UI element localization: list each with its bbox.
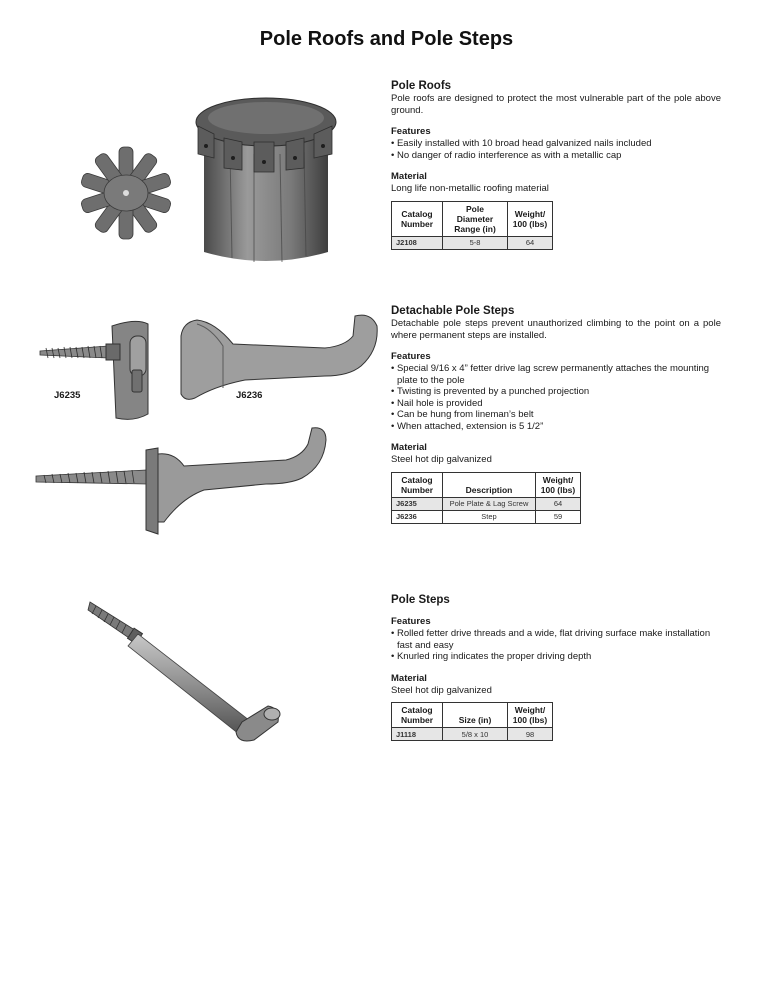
table-row [392, 236, 553, 249]
table-cell: J2108 [392, 236, 443, 249]
section-pole-roofs [391, 80, 721, 250]
feature-item: • Easily installed with 10 broad head galvanized nails included [391, 138, 721, 150]
features-heading: Features [391, 616, 431, 627]
table-header: Catalog Number [392, 472, 443, 497]
feature-item: • Can be hung from lineman’s belt [391, 409, 721, 421]
table-cell: 5-8 [443, 236, 508, 249]
features-heading: Features [391, 126, 431, 137]
feature-item: • Special 9/16 x 4” fetter drive lag screw permanently attaches the mounting plate to the pole [391, 363, 721, 386]
feature-item: • No danger of radio interference as with a metallic cap [391, 150, 721, 162]
material-heading: Material [391, 171, 427, 182]
pole-step-image [86, 598, 282, 748]
table-header: Description [443, 472, 536, 497]
section-title: Pole Steps [391, 594, 450, 606]
table-header: Catalog Number [392, 201, 443, 236]
table-cell: 5/8 x 10 [443, 728, 508, 741]
assembled-step-image [34, 426, 328, 536]
table-cell: Pole Plate & Lag Screw [443, 497, 536, 510]
table-header: Catalog Number [392, 703, 443, 728]
features-list [391, 628, 721, 663]
table-row [392, 728, 553, 741]
table-cell: 64 [536, 497, 581, 510]
material-text: Steel hot dip galvanized [391, 684, 492, 696]
table-cell: J6236 [392, 510, 443, 523]
section-title: Detachable Pole Steps [391, 305, 515, 317]
table-header: Weight/ 100 (lbs) [508, 201, 553, 236]
table-header: Size (in) [443, 703, 508, 728]
spec-table [391, 201, 553, 250]
image-label-j6236: J6236 [236, 390, 263, 401]
feature-item: • Twisting is prevented by a punched projection [391, 386, 721, 398]
feature-item: • When attached, extension is 5 1/2” [391, 421, 721, 433]
feature-item: • Nail hole is provided [391, 398, 721, 410]
features-list [391, 363, 721, 432]
section-title: Pole Roofs [391, 80, 452, 92]
pole-roof-flat-image [58, 145, 194, 245]
feature-item: • Knurled ring indicates the proper driving depth [391, 651, 721, 663]
material-heading: Material [391, 672, 427, 684]
section-pole-steps [391, 594, 721, 741]
table-header-row [392, 703, 553, 728]
features-heading: Features [391, 351, 431, 362]
section-description: Pole roofs are designed to protect the most vulnerable part of the pole above ground. [391, 93, 721, 116]
table-cell: J1118 [392, 728, 443, 741]
material-text: Long life non-metallic roofing material [391, 183, 549, 194]
image-label-j6235: J6235 [54, 390, 81, 401]
table-cell: Step [443, 510, 536, 523]
table-header-row [392, 472, 581, 497]
table-header: Weight/ 100 (lbs) [508, 703, 553, 728]
material-heading: Material [391, 442, 427, 453]
detachable-step-image [175, 310, 390, 406]
table-cell: 98 [508, 728, 553, 741]
pole-roof-installed-image [190, 92, 342, 264]
features-list [391, 138, 721, 161]
table-row [392, 510, 581, 523]
section-description: Detachable pole steps prevent unauthorized climbing to the point on a pole where permanent steps are installed. [391, 318, 721, 341]
table-header: Pole Diameter Range (in) [443, 201, 508, 236]
table-header: Weight/ 100 (lbs) [536, 472, 581, 497]
table-header-row [392, 201, 553, 236]
table-cell: 59 [536, 510, 581, 523]
material-text: Steel hot dip galvanized [391, 454, 492, 465]
page-title: Pole Roofs and Pole Steps [259, 28, 514, 50]
table-cell: 64 [508, 236, 553, 249]
spec-table [391, 702, 553, 741]
table-row [392, 497, 581, 510]
feature-item: • Rolled fetter drive threads and a wide, flat driving surface make installation fast and easy [391, 628, 721, 651]
pole-plate-lag-screw-image [36, 318, 158, 424]
spec-table [391, 472, 581, 524]
table-cell: J6235 [392, 497, 443, 510]
section-detachable-pole-steps [391, 305, 721, 524]
